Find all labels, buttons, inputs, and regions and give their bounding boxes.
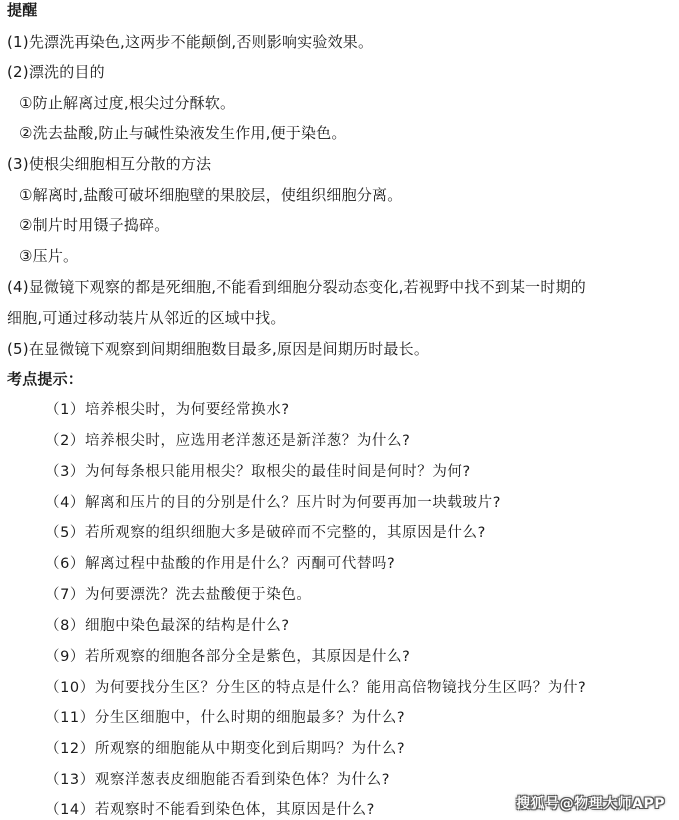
reminder-1: (1)先漂洗再染色,这两步不能颠倒,否则影响实验效果。 — [7, 33, 374, 51]
question-14: （14）若观察时不能看到染色体，其原因是什么? — [45, 802, 375, 818]
question-12: （12）所观察的细胞能从中期变化到后期吗？为什么? — [45, 741, 406, 757]
question-5: （5）若所观察的组织细胞大多是破碎而不完整的，其原因是什么? — [45, 525, 486, 541]
question-13: （13）观察洋葱表皮细胞能否看到染色体？为什么? — [45, 772, 391, 788]
reminder-3-sub-3: ③压片。 — [19, 247, 79, 265]
reminder-2-sub-2: ②洗去盐酸,防止与碱性染液发生作用,便于染色。 — [19, 124, 347, 142]
heading-exam-tips: 考点提示： — [7, 370, 84, 388]
question-7: （7）为何要漂洗？洗去盐酸便于染色。 — [45, 587, 312, 603]
question-8: （8）细胞中染色最深的结构是什么? — [45, 618, 290, 634]
question-1: （1）培养根尖时，为何要经常换水? — [45, 402, 290, 418]
reminder-4-line-1: (4)显微镜下观察的都是死细胞,不能看到细胞分裂动态变化,若视野中找不到某一时期的 — [7, 278, 586, 296]
reminder-5: (5)在显微镜下观察到间期细胞数目最多,原因是间期历时最长。 — [7, 340, 430, 358]
watermark: 搜狐号@物理大师APP — [516, 796, 665, 812]
reminder-3: (3)使根尖细胞相互分散的方法 — [7, 155, 212, 173]
question-10: （10）为何要找分生区？分生区的特点是什么？能用高倍物镜找分生区吗？为什? — [45, 680, 587, 696]
reminder-2: (2)漂洗的目的 — [7, 63, 105, 81]
heading-reminder: 提醒 — [7, 1, 38, 19]
reminder-3-sub-2: ②制片时用镊子捣碎。 — [19, 216, 170, 234]
question-11: （11）分生区细胞中，什么时期的细胞最多？为什么? — [45, 710, 406, 726]
question-6: （6）解离过程中盐酸的作用是什么？丙酮可代替吗? — [45, 556, 396, 572]
reminder-2-sub-1: ①防止解离过度,根尖过分酥软。 — [19, 94, 236, 112]
question-9: （9）若所观察的细胞各部分全是紫色，其原因是什么? — [45, 649, 411, 665]
question-3: （3）为何每条根只能用根尖？取根尖的最佳时间是何时？为何? — [45, 464, 471, 480]
question-2: （2）培养根尖时，应选用老洋葱还是新洋葱？为什么? — [45, 433, 411, 449]
question-4: （4）解离和压片的目的分别是什么？压片时为何要再加一块载玻片? — [45, 495, 502, 511]
reminder-3-sub-1: ①解离时,盐酸可破坏细胞壁的果胶层，使组织细胞分离。 — [19, 186, 403, 204]
reminder-4-line-2: 细胞,可通过移动装片从邻近的区域中找。 — [7, 309, 286, 327]
